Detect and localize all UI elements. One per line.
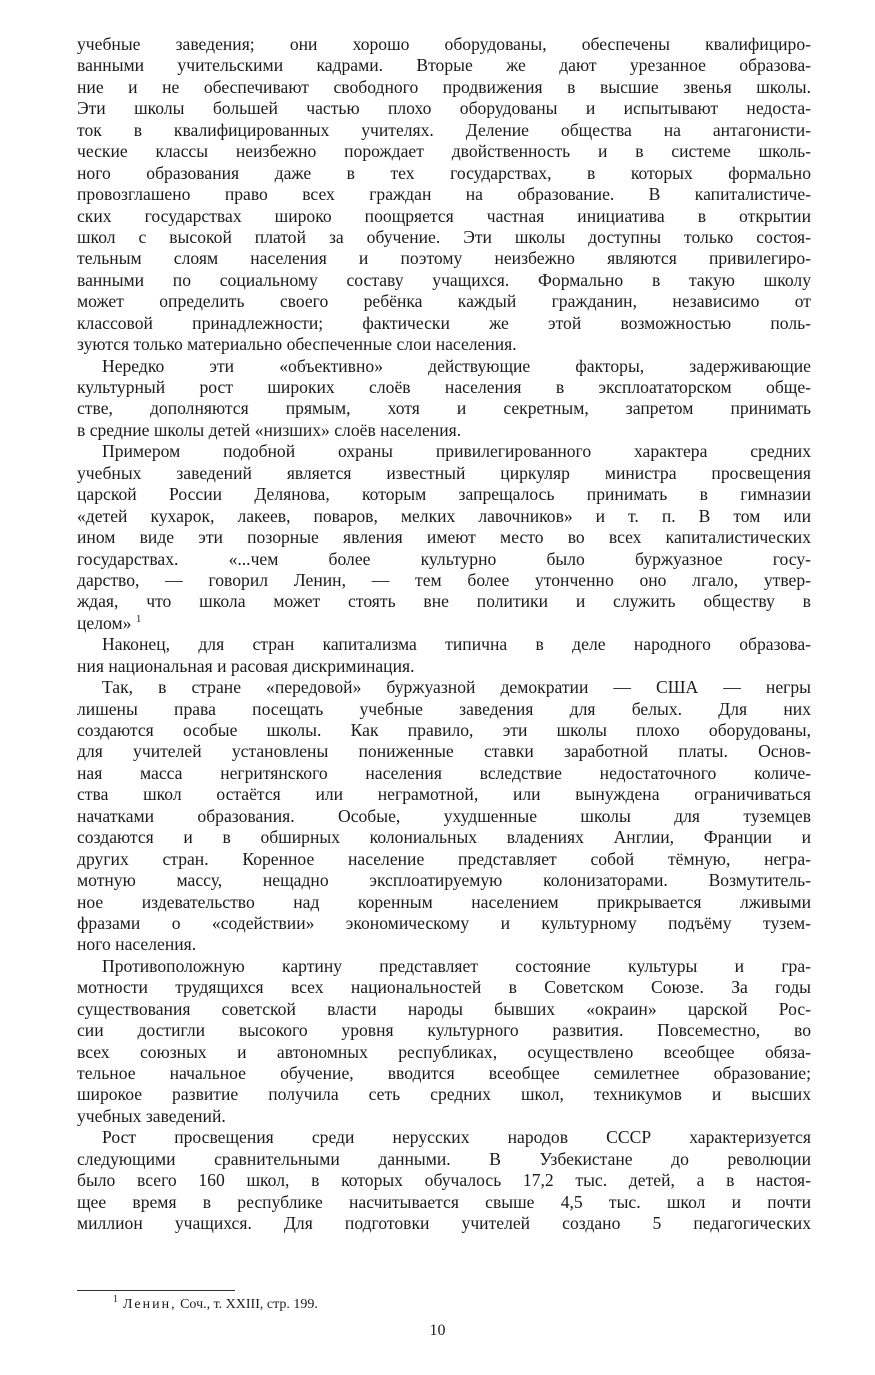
line-text: лишены права посещать учебные заведения для белых. Для них [77,698,811,719]
line-text: миллион учащихся. Для подготовки учителей создано 5 педагогических [77,1213,811,1234]
text-line [77,356,811,377]
text-line [77,141,811,162]
line-text: Так, в стране «передовой» буржуазной демократии — США — негры [102,677,811,698]
text-line [77,784,811,805]
text-line [77,1106,811,1127]
footnote-author: Ленин, [123,1297,177,1312]
line-text: тельное начальное обучение, вводится всеобщее семилетнее образование; [77,1063,811,1083]
line-text: ного образования даже в тех государствах, в которых формально [77,162,811,183]
paragraph [77,677,811,956]
text-line [77,1149,811,1170]
footnote-citation: Соч., т. XXIII, стр. 199. [180,1297,318,1312]
text-line [77,570,811,591]
text-line [77,98,811,119]
line-text: Эти школы большей частью плохо оборудованы и испытывают недоста- [77,98,811,119]
line-text: для учителей установлены пониженные ставки заработной платы. Основ- [77,741,811,762]
line-text: ное издевательство над коренным населением прикрывается лживыми [77,891,811,912]
line-text: было всего 160 школ, в которых обучалось 17,2 тыс. детей, а в настоя- [77,1170,811,1191]
paragraph [77,441,811,634]
text-line [77,656,811,677]
line-text: ная масса негритянского населения вследствие недостаточного количе- [77,762,811,783]
text-line [77,527,811,548]
text-line [77,806,811,827]
text-line [77,741,811,762]
line-text: сии достигли высокого уровня культурного развития. Повсеместно, во [77,1020,811,1041]
line-text: мотную массу, нещадно эксплоатируемую колонизаторами. Возмутитель- [77,870,811,891]
text-line [77,506,811,527]
line-text: в средние школы детей «низших» слоёв населения. [77,419,462,440]
text-line [77,1020,811,1041]
text-line [77,613,811,634]
line-text: Примером подобной охраны привилегированного характера средних [102,441,811,462]
text-line [77,827,811,848]
line-text: провозглашено право всех граждан на образование. В капиталистиче- [77,184,811,205]
text-line [77,1192,811,1213]
text-line [77,1042,811,1063]
text-line [77,549,811,570]
line-text: «детей кухарок, лакеев, поваров, мелких лавочников» и т. п. В том или [77,505,811,526]
line-text: учебных заведений. [77,1105,226,1126]
text-line [77,227,811,248]
line-text: ток в квалифицированных учителях. Деление общества на антагонисти- [77,119,811,140]
text-line [77,334,811,355]
text-line [77,1127,811,1148]
line-text: щее время в республике насчитывается свыше 4,5 тыс. школ и почти [77,1191,811,1212]
line-text: следующими сравнительными данными. В Узбекистане до революции [77,1148,811,1169]
paragraph [77,634,811,677]
line-text: ние и не обеспечивают свободного продвижения в высшие звенья школы. [77,76,811,97]
line-text: других стран. Коренное население представляет собой тёмную, негра- [77,848,811,869]
text-line [77,398,811,419]
line-text: зуются только материально обеспеченные слои населения. [77,334,517,355]
text-line [77,484,811,505]
line-text: тельным слоям населения и поэтому неизбежно являются привилегиро- [77,248,811,269]
line-text: мотности трудящихся всех национальностей в Советском Союзе. За годы [77,977,811,998]
text-line [77,677,811,698]
text-line [77,999,811,1020]
text-line [77,184,811,205]
line-text: ванными учительскими кадрами. Вторые же дают урезанное образова- [77,55,811,76]
text-line [77,913,811,934]
text-line [77,849,811,870]
line-text: ния национальная и расовая дискриминация. [77,655,415,676]
line-text: учебных заведений является известный циркуляр министра просвещения [77,462,811,483]
text-line [77,291,811,312]
paragraph [77,1127,811,1234]
line-text: ждая, что школа может стоять вне политики и служить обществу в [77,591,811,612]
paragraph [77,956,811,1128]
text-line [77,1170,811,1191]
footnote [113,1296,318,1314]
line-text: широкое развитие получила сеть средних школ, техникумов и высших [77,1084,811,1105]
page-body [77,34,811,1235]
line-text: Наконец, для стран капитализма типична в деле народного образова- [102,634,811,655]
text-line [77,34,811,55]
line-text: фразами о «содействии» экономическому и культурному подъёму тузем- [77,912,811,933]
text-line [77,313,811,334]
text-line [77,1213,811,1234]
line-text: классовой принадлежности; фактически же этой возможностью поль- [77,312,811,333]
line-text: начатками образования. Особые, ухудшенные школы для туземцев [77,805,811,826]
text-line [77,206,811,227]
line-text: Нередко эти «объективно» действующие факторы, задерживающие [102,355,811,376]
text-line [77,270,811,291]
text-line [77,870,811,891]
line-text: дарство, — говорил Ленин, — тем более утонченно оно лгало, утвер- [77,569,811,590]
text-line [77,441,811,462]
line-text: ских государствах широко поощряется частная инициатива в открытии [77,205,811,226]
line-text: ного населения. [77,934,197,955]
line-text: школ с высокой платой за обучение. Эти школы доступны только состоя- [77,226,811,247]
text-line [77,377,811,398]
paragraph [77,356,811,442]
footnote-mark: 1 [113,1294,118,1306]
line-text: культурный рост широких слоёв населения в эксплоататорском обще- [77,377,811,397]
line-text: всех союзных и автономных республиках, осуществлено всеобщее обяза- [77,1041,811,1062]
line-text: царской России Делянова, которым запрещалось принимать в гимназии [77,484,811,505]
line-text: создаются особые школы. Как правило, эти школы плохо оборудованы, [77,720,811,740]
line-text: создаются и в обширных колониальных владениях Англии, Франции и [77,827,811,848]
line-text: стве, дополняются прямым, хотя и секретным, запретом принимать [77,398,811,419]
text-line [77,892,811,913]
text-line [77,163,811,184]
text-line [77,120,811,141]
line-text: ства школ остаётся или неграмотной, или вынуждена ограничиваться [77,784,811,805]
line-text: существования советской власти народы бывших «окраин» царской Рос- [77,998,811,1019]
text-line [77,634,811,655]
line-text: Противоположную картину представляет состояние культуры и гра- [102,955,811,976]
line-text: ческие классы неизбежно порождает двойственность и в системе школь- [77,141,811,162]
text-line [77,763,811,784]
line-text: ином виде эти позорные явления имеют место во всех капиталистических [77,527,811,548]
line-text: ванными по социальному составу учащихся. Формально в такую школу [77,269,811,290]
line-text: учебные заведения; они хорошо оборудованы, обеспечены квалифициро- [77,34,811,54]
page-number: 10 [429,1322,446,1339]
text-line [77,956,811,977]
line-text: Рост просвещения среди нерусских народов СССР характеризуется [102,1127,811,1148]
text-line [77,1063,811,1084]
text-line [77,699,811,720]
text-line [77,934,811,955]
line-text: может определить своего ребёнка каждый гражданин, независимо от [77,291,811,312]
text-line [77,248,811,269]
line-text: целом» [77,612,132,633]
text-line [77,420,811,441]
text-line [77,591,811,612]
paragraph [77,34,811,356]
text-line [77,977,811,998]
text-line [77,55,811,76]
line-text: государствах. «...чем более культурно было буржуазное госу- [77,548,811,569]
text-line [77,463,811,484]
text-line [77,77,811,98]
footnote-reference[interactable]: 1 [135,612,142,625]
text-line [77,720,811,741]
text-line [77,1084,811,1105]
footnote-rule [77,1290,235,1291]
